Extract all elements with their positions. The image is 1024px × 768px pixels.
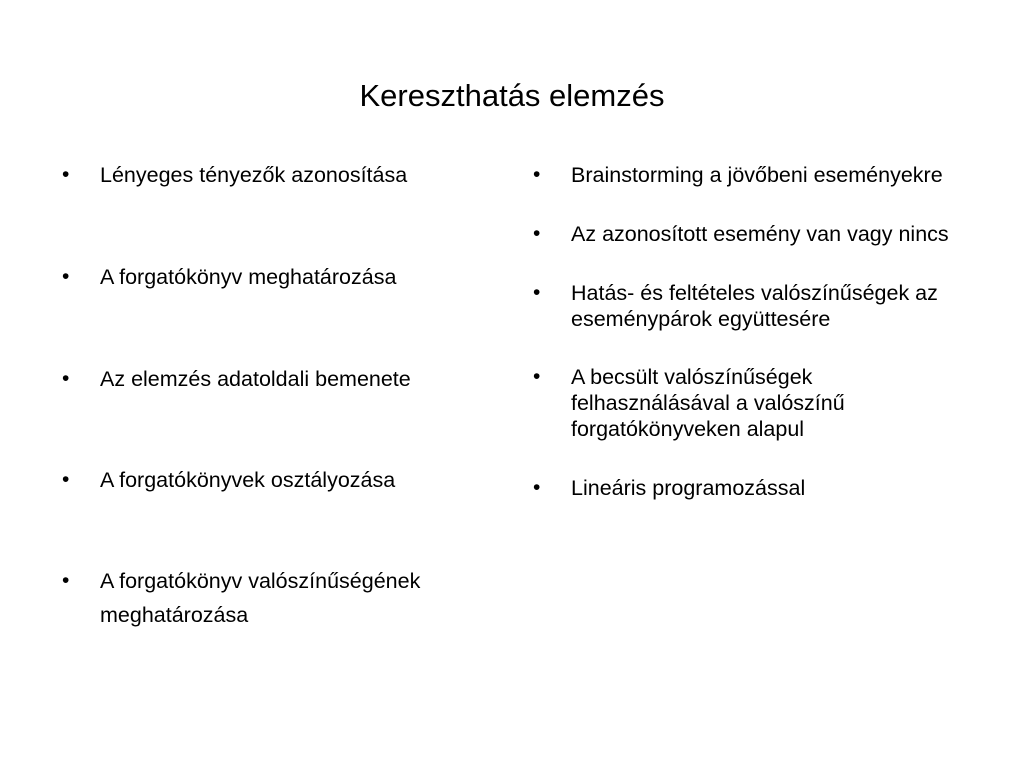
bullet-icon: • [533, 365, 541, 388]
bullet-icon: • [62, 163, 70, 186]
right-list-item-text: Brainstorming a jövőbeni eseményekre [571, 163, 943, 187]
right-list-item-text: Hatás- és feltételes valószínűségek az eseménypárok együttesére [571, 281, 938, 331]
left-list-item [58, 366, 498, 392]
left-list-item-text: A forgatókönyvek osztályozása [100, 468, 396, 492]
bullet-icon: • [62, 367, 70, 390]
bullet-icon: • [62, 265, 70, 288]
left-list-item-text: A forgatókönyv meghatározása [100, 265, 397, 289]
slide-title: Kereszthatás elemzés [359, 78, 665, 113]
left-list-item [58, 162, 498, 188]
bullet-icon: • [533, 222, 541, 245]
bullet-icon: • [533, 476, 541, 499]
right-bullet-list [529, 162, 969, 501]
bullet-icon: • [533, 281, 541, 304]
right-list-item-text: Lineáris programozással [571, 476, 806, 500]
bullet-icon: • [533, 163, 541, 186]
bullet-icon: • [62, 569, 70, 592]
right-list-item [529, 221, 969, 247]
left-list-item [58, 467, 498, 493]
right-list-item [529, 280, 969, 332]
left-list-item [58, 568, 498, 632]
bullet-icon: • [62, 468, 70, 491]
right-list-item-text: Az azonosított esemény van vagy nincs [571, 222, 949, 246]
right-list-item [529, 364, 969, 442]
left-list-item-text: Lényeges tényezők azonosítása [100, 163, 408, 187]
left-bullet-list [58, 162, 498, 632]
left-list-item-text: Az elemzés adatoldali bemenete [100, 367, 411, 391]
left-list-item-text: A forgatókönyv valószínűségének meghatározása [100, 569, 421, 627]
right-list-item-text: A becsült valószínűségek felhasználásával a valószínű forgatókönyveken alapul [571, 365, 845, 441]
right-list-item [529, 162, 969, 188]
right-list-item [529, 475, 969, 501]
left-list-item [58, 264, 498, 290]
